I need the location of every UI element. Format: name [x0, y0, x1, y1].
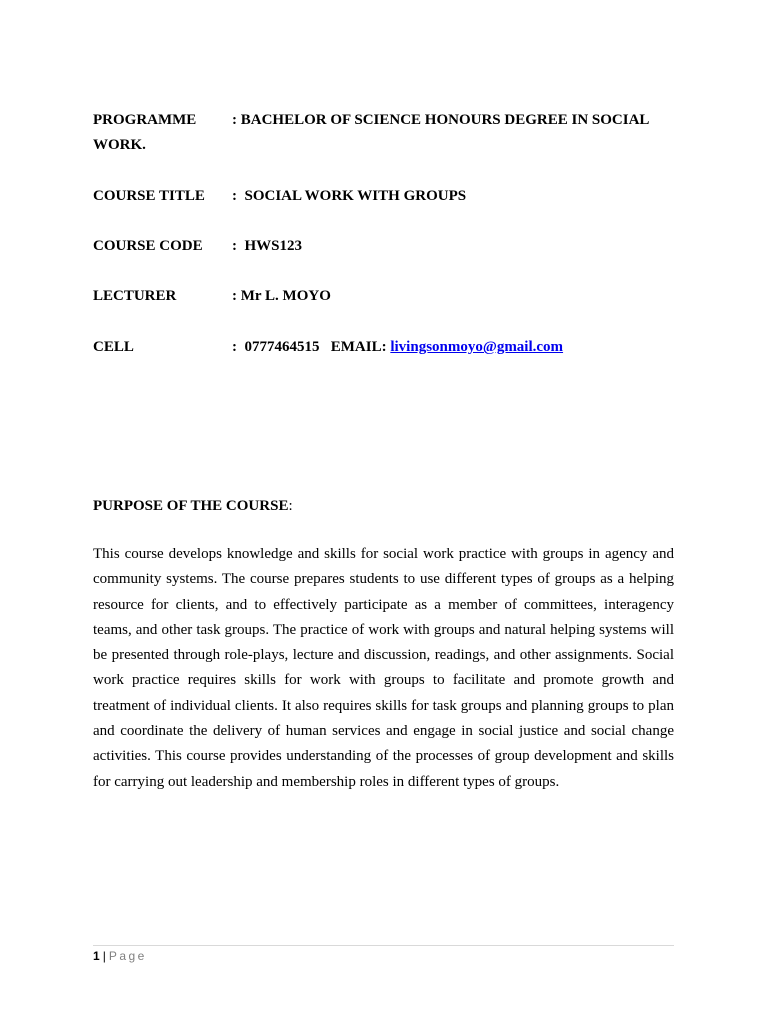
footer-divider [93, 945, 674, 946]
lecturer-field [93, 284, 674, 309]
course-title-label: COURSE TITLE [93, 188, 205, 204]
document-page [93, 0, 674, 1024]
programme-value: : BACHELOR OF SCIENCE HONOURS DEGREE IN SOCIAL WORK. [93, 112, 649, 153]
course-code-value: : HWS123 [232, 238, 303, 254]
purpose-body: This course develops knowledge and skills for social work practice with groups in agency and community systems. The course prepares students to use different types of groups as a helping resource for clients, and to effectively participate as a member of committees, interagency teams, and other task groups. The practice of work with groups and natural helping systems will be presented through role-plays, lecture and discussion, readings, and other assignments. Social work practice requires skills for work with groups to facilitate and promote growth and treatment of individual clients. It also requires skills for task groups and planning groups to plan and coordinate the delivery of human services and engage in social justice and social change activities. This course provides understanding of the processes of group development and skills for carrying out leadership and membership roles in different types of groups. [93, 546, 674, 790]
programme-field [93, 108, 674, 158]
course-code-label: COURSE CODE [93, 238, 203, 254]
email-link[interactable]: livingsonmoyo@gmail.com [390, 339, 564, 355]
cell-label: CELL [93, 339, 134, 355]
lecturer-value: : Mr L. MOYO [232, 288, 331, 304]
page-footer [93, 947, 147, 965]
programme-label: PROGRAMME [93, 112, 197, 128]
cell-field [93, 335, 674, 360]
email-label: EMAIL: [330, 339, 391, 355]
purpose-heading-colon: : [288, 498, 293, 514]
page-word: Page [108, 949, 147, 963]
lecturer-label: LECTURER [93, 288, 177, 304]
cell-number: : 0777464515 [232, 339, 331, 355]
purpose-heading [93, 494, 293, 519]
purpose-heading-text: PURPOSE OF THE COURSE [93, 498, 289, 514]
page-number: 1 [93, 949, 100, 963]
footer-separator: | [102, 949, 106, 963]
course-title-field [93, 184, 674, 209]
course-title-value: : SOCIAL WORK WITH GROUPS [232, 188, 467, 204]
course-code-field [93, 234, 674, 259]
